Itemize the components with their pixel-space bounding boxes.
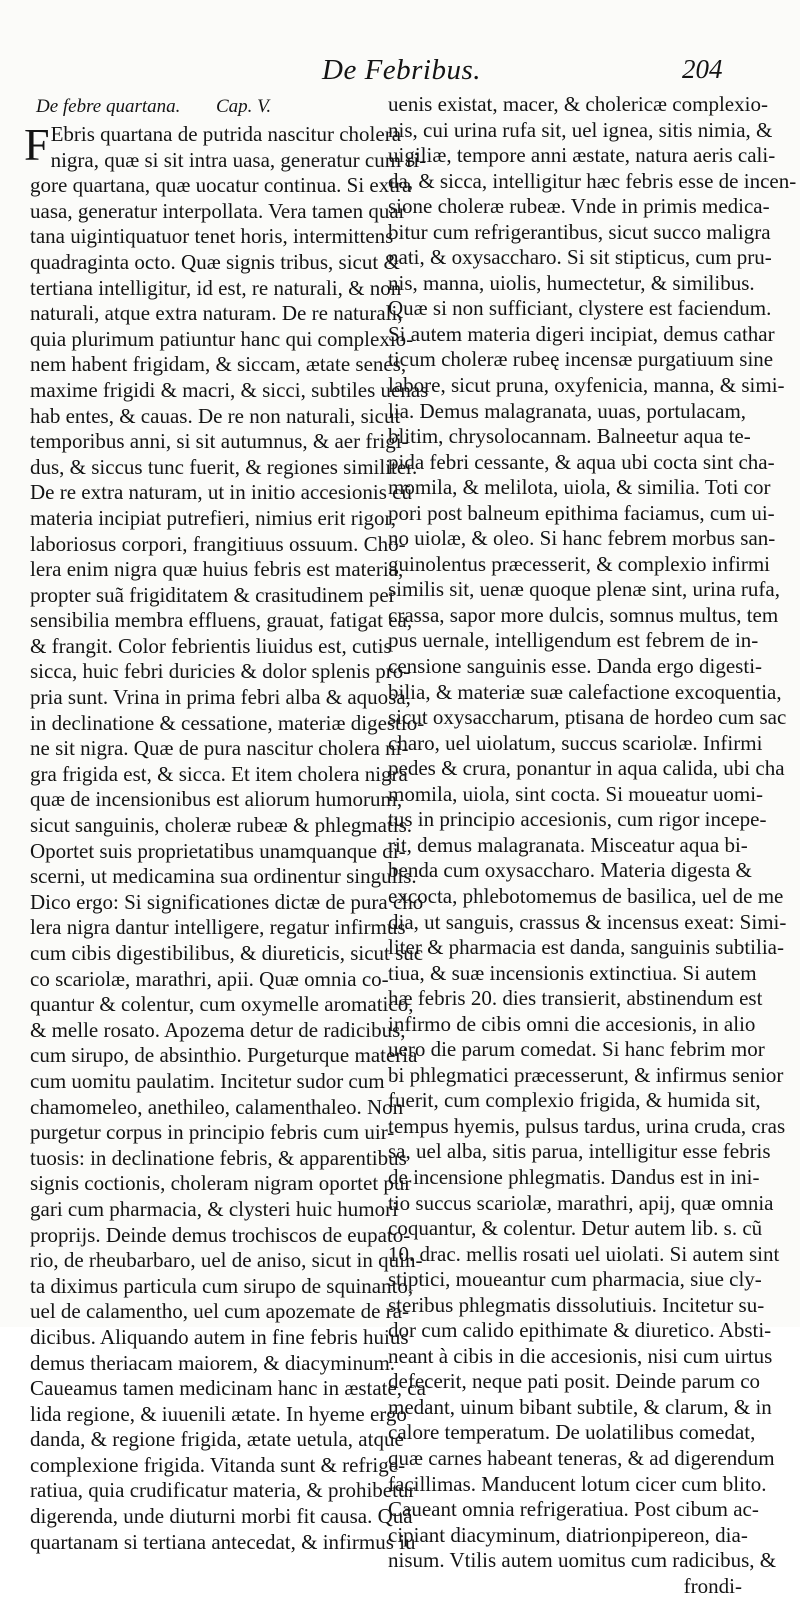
- text-line-content: nigra, quæ si sit intra uasa, generatur cum ri-: [50, 147, 427, 172]
- text-line-content: gore quartana, quæ uocatur continua. Si extra: [30, 173, 412, 198]
- text-line-content: 10. drac. mellis rosati uel uiolati. Si autem sint: [388, 1241, 780, 1266]
- text-line-content: sicca, huic febri duricies & dolor splenis pro-: [30, 659, 411, 684]
- text-line: [388, 373, 785, 399]
- page-number: 204: [682, 54, 723, 84]
- text-line-content: steribus phlegmatis dissolutiuis. Incitetur su-: [388, 1292, 765, 1317]
- text-line-content: cum sirupo, de absinthio. Purgeturque materia: [30, 1043, 418, 1068]
- text-line: [30, 736, 409, 762]
- text-line: [388, 1113, 786, 1140]
- text-line: [388, 168, 797, 195]
- text-line: [388, 526, 776, 552]
- text-line-content: bitur cum refrigerantibus, sicut succo maligra: [388, 219, 771, 244]
- text-line: [30, 1427, 404, 1453]
- text-line-content: hab entes, & cauas. De re non naturali, sicut: [30, 403, 401, 428]
- text-line: [388, 807, 767, 833]
- text-line-content: De re extra naturam, ut in initio accesionis cũ: [30, 480, 412, 505]
- text-line-content: neant à cibis in die accesionis, nisi cum uirtus: [388, 1343, 773, 1368]
- text-line: [388, 347, 774, 373]
- text-line: [388, 92, 768, 118]
- text-line-content: tuosis: in declinatione febris, & apparentibus: [30, 1145, 407, 1170]
- text-line: [30, 505, 396, 532]
- text-line: [30, 659, 411, 685]
- text-line: [388, 1471, 767, 1498]
- text-line-content: lida regione, & iuuenili ætate. In hyeme ergo: [30, 1401, 407, 1426]
- text-line-content: cum cibis digestibilibus, & diureticis, sicut suc: [30, 941, 424, 965]
- text-line: [30, 1222, 411, 1249]
- text-line: [388, 909, 787, 936]
- text-line: [30, 531, 406, 558]
- text-line-content: de incensione phlegmatis. Dandus est in ini-: [388, 1164, 760, 1189]
- text-line: [30, 710, 425, 737]
- text-line: [30, 1043, 418, 1069]
- text-line: [388, 321, 775, 348]
- text-line-content: chamomeleo, anethileo, calamenthaleo. Non: [30, 1094, 404, 1119]
- text-line: [388, 628, 759, 654]
- text-line: [30, 301, 403, 327]
- text-line: [388, 1011, 756, 1038]
- text-line-content: lera nigra dantur intelligere, regatur infirmus: [30, 915, 406, 940]
- text-line: [30, 633, 392, 660]
- text-line-content: signis coctionis, choleram nigram oportet pur: [30, 1171, 412, 1196]
- text-line-content: propter suã frigiditatem & crasitudinem per: [30, 582, 396, 607]
- text-line: [388, 270, 755, 297]
- text-line: [30, 557, 404, 583]
- text-line: [30, 147, 427, 174]
- text-line: [30, 787, 403, 813]
- text-line: [30, 1120, 395, 1146]
- text-line-content: quæ de incensionibus est aliorum humorum,: [30, 787, 403, 812]
- text-line-content: bilia, & materiæ suæ calefactione excoquentia,: [388, 679, 782, 704]
- text-line-content: momila, & melilota, uiola, & similia. Toti cor: [388, 475, 771, 500]
- text-line-content: pedes & crura, ponantur in aqua calida, ubi cha: [388, 756, 785, 781]
- text-line-content: sione choleræ rubeæ. Vnde in primis medica-: [388, 194, 770, 219]
- text-line-content: fuerit, cum complexio frigida, & humida sit,: [388, 1088, 761, 1113]
- text-line: [30, 1273, 414, 1300]
- text-line: [388, 883, 784, 910]
- text-line-content: nem habent frigidam, & siccam, ætate senes,: [30, 352, 407, 377]
- text-line: [30, 198, 406, 225]
- text-line: [30, 889, 424, 916]
- text-line: [388, 1292, 765, 1319]
- text-line-content: bi phlegmatici præcesserunt, & infirmus senior: [388, 1062, 784, 1087]
- text-line: [30, 966, 389, 993]
- text-line: [388, 1241, 780, 1268]
- text-line: [388, 1037, 765, 1063]
- text-line-content: medant, uinum bibant subtile, & clarum, & in: [388, 1394, 772, 1419]
- text-line: [388, 986, 763, 1012]
- text-line-content: stiptici, moueantur cum pharmacia, siue cly-: [388, 1267, 762, 1292]
- running-head: [0, 52, 800, 92]
- text-line: [388, 1343, 773, 1370]
- text-line: [388, 960, 757, 987]
- text-line-content: sicut sanguinis, choleræ rubeæ & phlegmatis.: [30, 813, 413, 838]
- text-line: [388, 245, 772, 271]
- running-title: De Febribus.: [322, 54, 482, 86]
- text-line-content: scerni, ut medicamina sua ordinentur singulis.: [30, 864, 417, 889]
- text-line-content: tempus hyemis, pulsus tardus, urina cruda, cras: [388, 1113, 786, 1138]
- text-line-content: crassa, sapor more dulcis, somnus multus, tem: [388, 602, 779, 627]
- text-line: [30, 1324, 409, 1351]
- text-line: [388, 1267, 762, 1293]
- text-line-content: digerenda, unde diuturni morbi fit causa. Quã: [30, 1504, 413, 1529]
- text-line-content: dor cum calido epithimate & diuretico. Absti-: [388, 1318, 772, 1343]
- text-line: [30, 1529, 416, 1556]
- text-line-content: complexione frigida. Vitanda sunt & refrige-: [30, 1452, 406, 1477]
- text-line-content: tio succus scariolæ, marathri, apij, quæ omnia: [388, 1190, 774, 1215]
- text-line-content: infirmo de cibis omni die accesionis, in alio: [388, 1011, 756, 1036]
- text-line-content: dus, & siccus tunc fuerit, & regiones similiter.: [30, 454, 418, 479]
- text-line: [30, 1094, 404, 1121]
- text-line: [388, 296, 772, 322]
- text-line-content: co scariolæ, marathri, apii. Quæ omnia co-: [30, 966, 389, 991]
- text-line: [30, 761, 408, 788]
- text-line: [388, 1522, 748, 1549]
- text-line: [30, 1401, 407, 1428]
- chapter-number: Cap. V.: [216, 96, 272, 117]
- text-line-content: nisum. Vtilis autem uomitus cum radicibus, &: [388, 1548, 777, 1573]
- text-line: [388, 935, 784, 961]
- text-line: [30, 1504, 413, 1530]
- text-line: [30, 275, 402, 302]
- text-line: [388, 500, 775, 527]
- text-line: [30, 454, 418, 481]
- text-line: [30, 326, 414, 353]
- chapter-title: De febre quartana.: [36, 96, 181, 117]
- text-line: [388, 756, 785, 782]
- text-line: [30, 685, 411, 711]
- text-line-content: rio, de rheubarbaro, uel de aniso, sicut in quin-: [30, 1248, 423, 1273]
- text-line-content: sa, uel alba, sitis parua, intelligitur esse febris: [388, 1139, 771, 1164]
- catchword: frondi-: [683, 1573, 742, 1598]
- text-line: [388, 705, 787, 731]
- text-line: [30, 249, 400, 276]
- text-line: [30, 1171, 412, 1197]
- text-line-content: labore, sicut pruna, oxyfenicia, manna, & simi-: [388, 373, 785, 398]
- text-line-content: nis, manna, uiolis, humectetur, & similibus.: [388, 270, 755, 295]
- text-line: [388, 1445, 775, 1472]
- text-line: [30, 377, 429, 404]
- text-line-content: defecerit, neque pati posit. Deinde parum co: [388, 1369, 761, 1394]
- text-line: [30, 1248, 423, 1274]
- text-line-content: tiua, & suæ incensionis extinctiua. Si autem: [388, 960, 757, 985]
- text-line-content: & frangit. Color febrientis liuidus est, cutis: [30, 633, 392, 658]
- text-line-content: purgetur corpus in principio febris cum uir-: [30, 1120, 395, 1145]
- text-line: [30, 1376, 426, 1402]
- text-line: [30, 992, 414, 1018]
- text-line-content: naturali, atque extra naturam. De re naturali,: [30, 301, 403, 326]
- text-line: [30, 1196, 398, 1223]
- text-line-content: tana uigintiquatuor tenet horis, intermittens: [30, 224, 394, 249]
- text-line-content: momila, uiola, sint cocta. Si moueatur uomi-: [388, 781, 764, 806]
- text-line: [30, 352, 407, 378]
- text-line-content: in declinatione & cessatione, materiæ digestio-: [30, 710, 425, 735]
- text-line-content: ne sit nigra. Quæ de pura nascitur cholera ni-: [30, 736, 409, 761]
- text-line: [30, 480, 412, 506]
- text-line: [388, 1318, 772, 1344]
- text-line: [388, 781, 764, 808]
- text-line-content: uasa, generatur interpollata. Vera tamen quar: [30, 198, 406, 223]
- text-line: [388, 832, 748, 859]
- text-line-content: cipiant diacyminum, diatrionpipereon, dia-: [388, 1522, 748, 1547]
- text-line-content: pida febri cessante, & aqua ubi cocta sint cha-: [388, 449, 775, 474]
- text-line-content: calore temperatum. De uolatilibus comedat,: [388, 1420, 756, 1445]
- text-line: [388, 1216, 763, 1242]
- text-line: [388, 730, 763, 757]
- text-line: [30, 813, 413, 839]
- text-line: [388, 1190, 774, 1217]
- text-line-content: pria sunt. Vrina in prima febri alba & aquosa,: [30, 685, 411, 710]
- text-line-content: similis sit, uenæ quoque plenæ sint, urina rufa,: [388, 577, 780, 602]
- right-column: [388, 92, 797, 1599]
- text-line: [388, 1139, 771, 1165]
- text-line: [388, 449, 775, 476]
- text-line: [388, 1497, 759, 1523]
- text-line: [388, 117, 773, 144]
- text-line: [30, 1350, 396, 1377]
- text-line-content: ta diximus particula cum sirupo de squinanto,: [30, 1273, 414, 1298]
- text-line: [30, 941, 424, 967]
- text-line: [388, 1088, 761, 1114]
- text-line-content: uel de calamentho, uel cum apozemate de ra-: [30, 1299, 409, 1324]
- text-line-content: Si autem materia digeri incipiat, demus cathar: [388, 321, 775, 346]
- text-line: [30, 173, 412, 199]
- text-line: [30, 1068, 385, 1095]
- text-line-content: gra frigida est, & sicca. Et item cholera nigra: [30, 761, 408, 786]
- text-line-content: danda, & regione frigida, ætate uetula, atque: [30, 1427, 404, 1452]
- text-line: [388, 1548, 777, 1574]
- text-line: [388, 679, 782, 706]
- text-line-content: hæ febris 20. dies transierit, abstinendum est: [388, 986, 763, 1011]
- text-line-content: blitim, chrysolocannam. Balneetur aqua te-: [388, 424, 751, 449]
- text-line-content: nati, & oxysaccharo. Si sit stipticus, cum pru-: [388, 245, 772, 270]
- text-line: [30, 1145, 407, 1172]
- text-line: [30, 1478, 416, 1504]
- text-line: [388, 424, 751, 450]
- text-line: [388, 551, 771, 578]
- text-line-content: demus theriacam maiorem, & diacyminum.: [30, 1350, 396, 1375]
- text-line-content: da, & sicca, intelligitur hæc febris esse de incen-: [388, 168, 797, 193]
- text-line-content: pori post balneum epithima faciamus, cum ui-: [388, 500, 775, 525]
- text-line-content: liter & pharmacia est danda, sanguinis subtilia-: [388, 935, 784, 960]
- text-line-content: guinolentus præcesserit, & complexio infirmi: [388, 551, 771, 576]
- text-line: [30, 838, 406, 865]
- text-line-content: ratiua, quia crudificatur materia, & prohibetur: [30, 1478, 416, 1503]
- left-column: [24, 92, 429, 1555]
- text-line-content: ticum choleræ rubeę incensæ purgatiuum sine: [388, 347, 774, 372]
- text-line-content: censione sanguinis esse. Danda ergo digesti-: [388, 654, 763, 679]
- text-line: [388, 602, 779, 629]
- text-line-content: Quæ si non sufficiant, clystere est faciendum.: [388, 296, 772, 321]
- text-line: [30, 1452, 406, 1479]
- text-line-content: coquantur, & colentur. Detur autem lib. s. cũ: [388, 1216, 763, 1241]
- text-line-content: lia. Demus malagranata, uuas, portulacam,: [388, 398, 747, 423]
- text-line-content: Dico ergo: Si significationes dictæ de pura cho: [30, 889, 424, 914]
- text-line-content: rit, demus malagranata. Misceatur aqua bi-: [388, 832, 748, 857]
- text-line: [30, 582, 396, 609]
- text-line: [388, 1164, 760, 1191]
- text-line: [388, 219, 771, 246]
- text-line-content: quæ carnes habeant teneras, & ad digerendum: [388, 1445, 775, 1470]
- text-line-content: uigiliæ, tempore anni æstate, natura aeris cali-: [388, 143, 776, 168]
- text-line-content: maxime frigidi & macri, & sicci, subtiles uenas: [30, 377, 429, 402]
- text-line-content: temporibus anni, si sit autumnus, & aer frigi-: [30, 429, 409, 454]
- drop-cap: F: [24, 119, 50, 170]
- text-line-content: quia plurimum patiuntur hanc qui complexio-: [30, 326, 414, 351]
- text-line-content: benda cum oxysaccharo. Materia digesta &: [388, 858, 752, 883]
- text-line: [30, 403, 401, 430]
- text-line: [388, 1420, 756, 1446]
- text-line-content: tertiana intelligitur, id est, re naturali, & non: [30, 275, 402, 300]
- text-line: [30, 1017, 406, 1044]
- left-column-text: [24, 119, 429, 1555]
- text-line-content: facillimas. Manducent lotum cicer cum blito.: [388, 1471, 767, 1496]
- text-line: [30, 864, 417, 890]
- text-line-content: pus uernale, intelligendum est febrem de in-: [388, 628, 759, 653]
- text-line-content: Oportet suis proprietatibus unamquanque di-: [30, 838, 406, 863]
- text-line: [388, 1369, 761, 1395]
- text-line: [30, 224, 394, 250]
- text-line: [388, 475, 771, 501]
- text-line: [388, 858, 752, 884]
- text-line: [30, 915, 406, 941]
- text-line: [388, 1394, 772, 1421]
- text-line-content: dicibus. Aliquando autem in fine febris huius: [30, 1324, 409, 1349]
- text-line: [388, 398, 747, 425]
- text-line: [388, 654, 763, 680]
- text-line-content: gari cum pharmacia, & clysteri huic humori: [30, 1196, 398, 1221]
- text-line-content: cum uomitu paulatim. Incitetur sudor cum: [30, 1068, 385, 1093]
- right-column-text: [388, 92, 797, 1574]
- text-line-content: quartanam si tertiana antecedat, & infirmus iu: [30, 1529, 416, 1554]
- text-line-content: nis, cui urina rufa sit, uel ignea, sitis nimia, &: [388, 117, 773, 142]
- text-line: [30, 429, 409, 455]
- text-line-content: laboriosus corpori, frangitiuus ossuum. Cho-: [30, 531, 406, 556]
- text-line-content: sicut oxysaccharum, ptisana de hordeo cum sac: [388, 705, 787, 730]
- text-line-content: no uiolæ, & oleo. Si hanc febrem morbus san-: [388, 526, 776, 551]
- text-line-content: Caueant omnia refrigeratiua. Post cibum ac-: [388, 1497, 759, 1522]
- text-line-content: uero die parum comedat. Si hanc febrim mor: [388, 1037, 765, 1062]
- text-line-content: quantur & colentur, cum oxymelle aromatico,: [30, 992, 414, 1017]
- text-line: [388, 194, 770, 220]
- text-line-content: lera enim nigra quæ huius febris est materia,: [30, 557, 404, 582]
- text-line: [388, 143, 776, 169]
- text-line-content: charo, uel uiolatum, succus scariolæ. Infirmi: [388, 730, 763, 755]
- text-line: [388, 1062, 784, 1089]
- text-line-content: Caueamus tamen medicinam hanc in æstate, ca: [30, 1376, 426, 1401]
- text-line-content: sensibilia membra effluens, grauat, fatigat ea,: [30, 608, 413, 633]
- text-line-content: quadraginta octo. Quæ signis tribus, sicut &: [30, 249, 400, 274]
- text-line-content: materia incipiat putrefieri, nimius erit rigor,: [30, 505, 396, 530]
- text-line: [30, 1299, 409, 1325]
- text-line-content: uenis existat, macer, & cholericæ complexio-: [388, 92, 768, 116]
- text-line-content: tus in principio accesionis, cum rigor incepe-: [388, 807, 767, 832]
- text-line: [388, 577, 780, 603]
- text-line: [30, 608, 413, 634]
- text-line-content: proprijs. Deinde demus trochiscos de eupato-: [30, 1222, 411, 1247]
- text-line-content: Ebris quartana de putrida nascitur cholera: [50, 122, 402, 146]
- text-line-content: dia, ut sanguis, crassus & incensus exeat: Simi-: [388, 909, 787, 934]
- chapter-heading: [30, 92, 382, 122]
- text-line-content: & melle rosato. Apozema detur de radicibus,: [30, 1017, 406, 1042]
- text-line-content: excocta, phlebotomemus de basilica, uel de me: [388, 883, 784, 908]
